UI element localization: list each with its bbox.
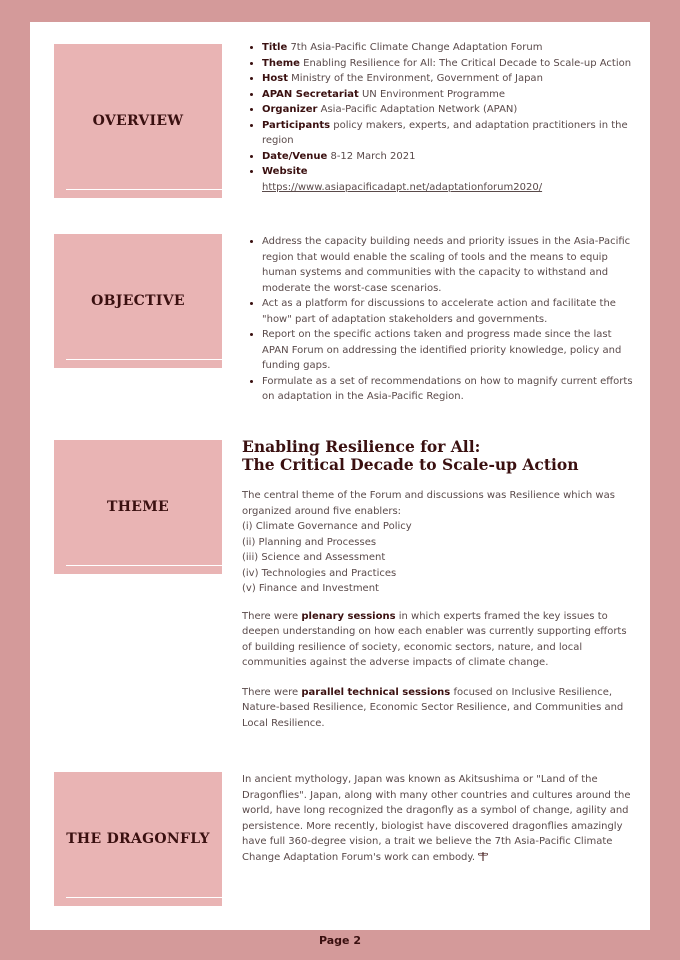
overview-item-value: Asia-Pacific Adaptation Network (APAN) — [320, 104, 518, 115]
parallel-paragraph: There were parallel technical sessions focused on Inclusive Resilience, Nature-based Resilience, Economic Sector Resilience, and Communities and Local Resilience. — [242, 686, 624, 729]
enabler-item: (i) Climate Governance and Policy — [242, 521, 412, 532]
page-sheet — [30, 22, 650, 930]
enabler-item: (ii) Planning and Processes — [242, 536, 377, 548]
objective-item: • Report on the specific actions taken and progress made since the last APAN Forum on addressing the identified priority knowledge, policy and funding gaps. — [262, 327, 634, 374]
overview-item-key: Host — [262, 73, 288, 84]
overview-item-key: Date/Venue — [262, 150, 328, 162]
enabler-list — [242, 519, 634, 597]
theme-title-line1: Enabling Resilience for All: — [242, 437, 481, 456]
theme-title-line2: The Critical Decade to Scale-up Action — [242, 455, 579, 474]
dragonfly-heading: THE DRAGONFLY — [66, 831, 210, 847]
divider — [66, 897, 222, 898]
objective-item: • Act as a platform for discussions to accelerate action and facilitate the "how" part of adaptation stakeholders and governments. — [262, 296, 634, 327]
plenary-emphasis: plenary sessions — [301, 610, 396, 622]
overview-item-value: Enabling Resilience for All: The Critical Decade to Scale-up Action — [303, 57, 632, 69]
overview-item-value: Ministry of the Environment, Government of Japan — [291, 73, 543, 84]
divider — [66, 189, 222, 190]
dragonfly-icon — [478, 851, 488, 861]
objective-item: • Address the capacity building needs and priority issues in the Asia-Pacific region that would enable the scaling of tools and the means to equip human systems and communities with the capacity to withstand and moderate the worst-case scenarios. — [262, 234, 634, 296]
dragonfly-label-box — [54, 772, 222, 906]
objective-heading: OBJECTIVE — [91, 293, 185, 309]
page-number: Page 2 — [318, 934, 361, 947]
enabler-item: (v) Finance and Investment — [242, 583, 379, 594]
theme-label-box — [54, 440, 222, 574]
dragonfly-content — [242, 772, 634, 865]
divider — [66, 565, 222, 566]
overview-label-box — [54, 44, 222, 198]
overview-item — [262, 164, 634, 180]
overview-item-value: 7th Asia-Pacific Climate Change Adaptation Forum — [290, 42, 543, 53]
objective-label-box — [54, 234, 222, 368]
theme-content — [242, 438, 634, 731]
divider — [66, 359, 222, 360]
overview-item — [262, 87, 634, 103]
objective-item: • Formulate as a set of recommendations on how to magnify current efforts on adaptation in the Asia-Pacific Region. — [262, 374, 634, 405]
overview-item — [262, 56, 634, 72]
theme-title — [242, 438, 634, 474]
overview-item — [262, 102, 634, 118]
enabler-item: (iv) Technologies and Practices — [242, 567, 397, 579]
objective-list — [242, 234, 634, 405]
overview-item — [262, 118, 634, 149]
overview-item-key: Title — [262, 42, 288, 53]
overview-item-key: Organizer — [262, 104, 318, 115]
overview-list — [242, 40, 634, 180]
overview-item — [262, 40, 634, 56]
dragonfly-text: In ancient mythology, Japan was known as Akitsushima or "Land of the Dragonflies". Japan, along with many other countries and cultures around the world, have long recognized the dragonfly as a symbol of change, agility and persistence. More recently, biologist have discovered dragonflies amazingly have full 360-degree vision, a trait we believe the 7th Asia-Pacific Climate Change Adaptation Forum's work can embody. — [242, 774, 631, 863]
overview-item-key: Website — [262, 166, 308, 177]
overview-item-value: policy makers, experts, and adaptation practitioners in the region — [262, 119, 628, 146]
overview-item — [262, 71, 634, 87]
overview-item-value: UN Environment Programme — [361, 88, 506, 100]
parallel-emphasis: parallel technical sessions — [301, 686, 451, 698]
plenary-paragraph: There were plenary sessions in which experts framed the key issues to deepen understanding on how each enabler was currently supporting efforts of building resilience of society, economic sectors, nature, and local communities against the adverse impacts of climate change. — [242, 610, 627, 668]
overview-item-key: Theme — [262, 57, 300, 69]
dragonfly-paragraph — [242, 772, 634, 865]
overview-content — [242, 40, 634, 195]
overview-item-value: 8-12 March 2021 — [330, 150, 416, 162]
objective-content — [242, 234, 634, 405]
theme-heading: THEME — [107, 499, 169, 515]
overview-heading: OVERVIEW — [92, 113, 184, 129]
theme-intro: The central theme of the Forum and discussions was Resilience which was organized around five enablers: — [242, 490, 615, 517]
overview-item-key: Participants — [262, 119, 331, 131]
overview-item — [262, 149, 634, 165]
enabler-item: (iii) Science and Assessment — [242, 552, 386, 563]
overview-item-key: APAN Secretariat — [262, 88, 359, 100]
website-link[interactable]: https://www.asiapacificadapt.net/adaptationforum2020/ — [262, 181, 543, 193]
